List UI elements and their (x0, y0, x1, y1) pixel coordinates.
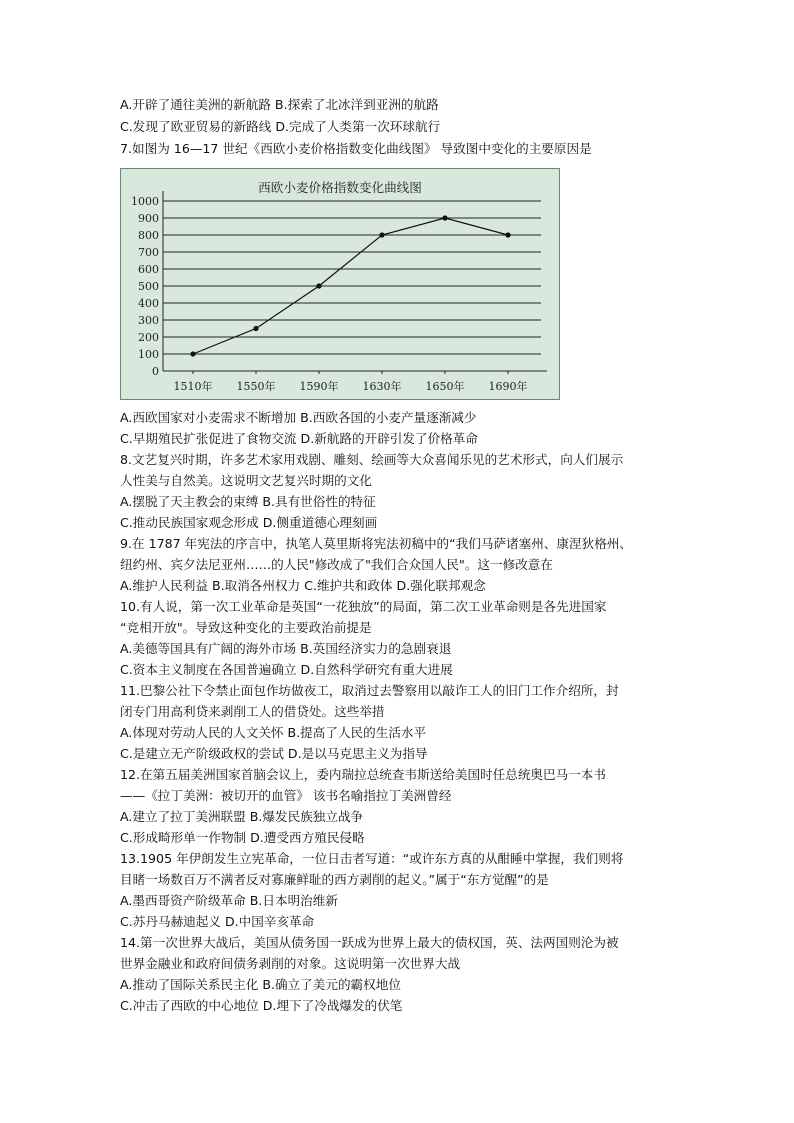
q10-stem: 10.有人说，第一次工业革命是英国“一花独放”的局面，第二次工业革命则是各先进国家 (120, 599, 607, 614)
y-tick-label: 1000 (131, 195, 159, 208)
x-tick-label: 1650年 (425, 380, 465, 393)
data-point (379, 232, 384, 237)
q14-stem: 14.第一次世界大战后，美国从债务国一跃成为世界上最大的债权国，英、法两国则沦为被 (120, 935, 619, 950)
q13-option-ab: A.墨西哥资产阶级革命 B.日本明治维新 (120, 893, 338, 908)
y-tick-label: 500 (138, 280, 159, 293)
q8-option-ab: A.摆脱了天主教会的束缚 B.具有世俗性的特征 (120, 494, 376, 509)
y-tick-label: 400 (138, 297, 159, 310)
y-tick-label: 600 (138, 263, 159, 276)
x-tick-label: 1590年 (299, 380, 339, 393)
q7-option-ab: A.西欧国家对小麦需求不断增加 B.西欧各国的小麦产量逐渐减少 (120, 410, 477, 425)
q13-option-cd: C.苏丹马赫迪起义 D.中国辛亥革命 (120, 914, 315, 929)
q11-stem-2: 闭专门用高利贷来剥削工人的借贷处。这些举措 (120, 704, 385, 719)
q14-option-cd: C.冲击了西欧的中心地位 D.埋下了冷战爆发的伏笔 (120, 998, 403, 1013)
q6-option-ab: A.开辟了通往美洲的新航路 B.探索了北冰洋到亚洲的航路 (120, 97, 439, 112)
y-tick-label: 900 (138, 212, 159, 225)
q11-option-ab: A.体现对劳动人民的人文关怀 B.提高了人民的生活水平 (120, 725, 427, 740)
q12-stem: 12.在第五届美洲国家首脑会议上，委内瑞拉总统查韦斯送给美国时任总统奥巴马一本书 (120, 767, 606, 782)
q14-option-ab: A.推动了国际关系民主化 B.确立了美元的霸权地位 (120, 977, 401, 992)
data-point (253, 326, 258, 331)
q7-option-cd: C.早期殖民扩张促进了食物交流 D.新航路的开辟引发了价格革命 (120, 431, 478, 446)
q9-stem: 9.在 1787 年宪法的序言中，执笔人莫里斯将宪法初稿中的“我们马萨诸塞州、康涅狄格州、 (120, 536, 632, 551)
q14-stem-2: 世界金融业和政府间债务剥削的对象。这说明第一次世界大战 (120, 956, 461, 971)
x-tick-label: 1630年 (362, 380, 402, 393)
q13-stem-2: 目睹一场数百万不满者反对寡廉鲜耻的西方剥削的起义。”属于“东方觉醒”的是 (120, 872, 549, 887)
q12-option-ab: A.建立了拉丁美洲联盟 B.爆发民族独立战争 (120, 809, 364, 824)
data-point (442, 215, 447, 220)
q10-option-cd: C.资本主义制度在各国普遍确立 D.自然科学研究有重大进展 (120, 662, 453, 677)
y-tick-label: 200 (138, 331, 159, 344)
q10-stem-2: “竞相开放"。导致这种变化的主要政治前提是 (120, 620, 372, 635)
y-tick-label: 0 (152, 365, 159, 378)
data-point (316, 283, 321, 288)
y-tick-label: 700 (138, 246, 159, 259)
q8-option-cd: C.推动民族国家观念形成 D.侧重道德心理刻画 (120, 515, 378, 530)
x-tick-label: 1510年 (173, 380, 213, 393)
q13-stem: 13.1905 年伊朗发生立宪革命，一位日击者写道：“或许东方真的从酣睡中掌握，我们则将 (120, 851, 624, 866)
chart-svg (121, 169, 559, 399)
y-tick-label: 800 (138, 229, 159, 242)
chart-title: 西欧小麦价格指数变化曲线图 (258, 180, 422, 195)
q10-option-ab: A.美德等国具有广阔的海外市场 B.英国经济实力的急剧衰退 (120, 641, 452, 656)
q9-stem-2: 纽约州、宾夕法尼亚州……的人民"修改成了"我们合众国人民"。这一修改意在 (120, 557, 553, 572)
x-tick-label: 1690年 (488, 380, 528, 393)
wheat-price-chart (120, 168, 560, 400)
q12-stem-2: ——《拉丁美洲：被切开的血管》 该书名喻指拉丁美洲曾经 (120, 788, 452, 803)
data-point (190, 351, 195, 356)
data-point (505, 232, 510, 237)
y-tick-label: 100 (138, 348, 159, 361)
q7-stem: 7.如图为 16—17 世纪《西欧小麦价格指数变化曲线图》 导致图中变化的主要原因是 (120, 141, 592, 156)
y-tick-label: 300 (138, 314, 159, 327)
q11-option-cd: C.是建立无产阶级政权的尝试 D.是以马克思主义为指导 (120, 746, 428, 761)
x-tick-label: 1550年 (236, 380, 276, 393)
q9-options: A.维护人民利益 B.取消各州权力 C.维护共和政体 D.强化联邦观念 (120, 578, 486, 593)
q6-option-cd: C.发现了欧亚贸易的新路线 D.完成了人类第一次环球航行 (120, 119, 441, 134)
q8-stem: 8.文艺复兴时期，许多艺术家用戏剧、雕刻、绘画等大众喜闻乐见的艺术形式，向人们展示 (120, 452, 624, 467)
q8-stem-2: 人性美与自然美。这说明文艺复兴时期的文化 (120, 473, 372, 488)
q12-option-cd: C.形成畸形单一作物制 D.遭受西方殖民侵略 (120, 830, 365, 845)
q11-stem: 11.巴黎公社下令禁止面包作坊做夜工，取消过去警察用以敲诈工人的旧门工作介绍所，封 (120, 683, 619, 698)
